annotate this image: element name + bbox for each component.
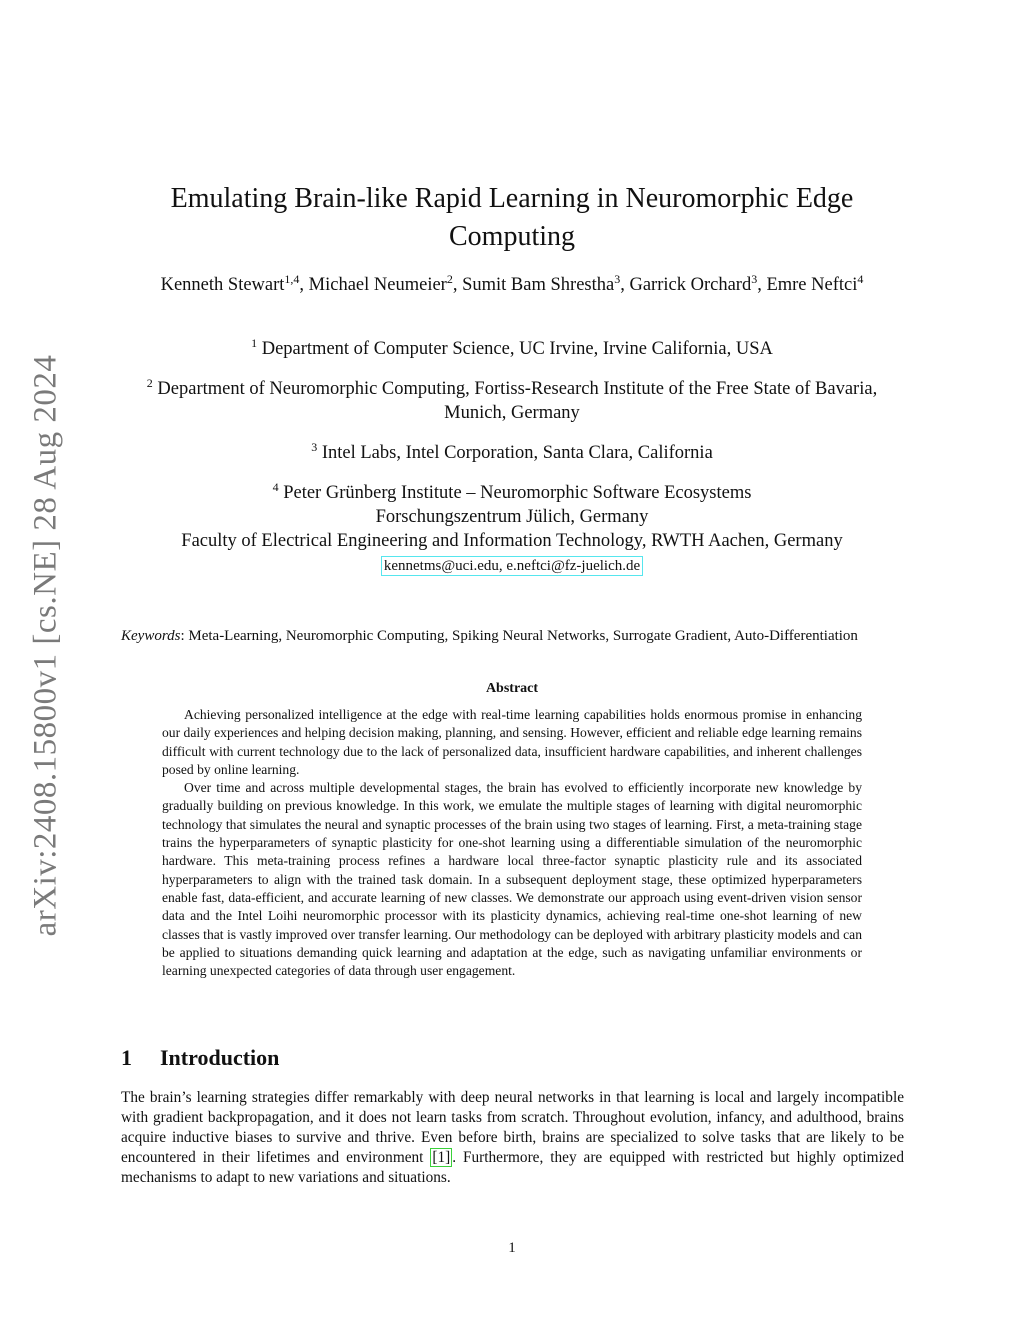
abstract-heading: Abstract xyxy=(485,681,539,696)
author: Michael Neumeier$^2$, xyxy=(308,271,463,295)
citation-link[interactable]: [1] xyxy=(432,1149,451,1166)
abstract-paragraph: Over time and across multiple developmental stages, the brain has evolved to efficiently incorporate new knowledge by gradually building on previous knowledge. In this work, we emulate the multiple stages of learning with digital neuromorphic technology that simulates the neural and synaptic processes of the brain using two stages of learning. First, a meta-training stage trains the hyperparameters of synaptic plasticity for one-shot learning using a differentiable simulation of the neuromorphic hardware. This meta-training process refines a hardware local three-factor synaptic plasticity rule and its associated hyperparameters to align with the trained task domain. In a subsequent deployment stage, these optimized hyperparameters enable fast, data-efficient, and accurate learning of new classes. We demonstrate our approach using event-driven vision sensor data and the Intel Loihi neuromorphic processor with its plasticity dynamics, achieving real-time one-shot learning of new classes that is vastly improved over transfer learning. Our methodology can be deployed with arbitrary plasticity models and can be applied to situations demanding quick learning and adaptation at the edge, such as navigating unfamiliar environments or learning unexpected categories of data through user engagement. xyxy=(162,780,862,979)
author: Garrick Orchard$^3$, xyxy=(629,271,767,295)
email-link[interactable]: kennetms@uci.edu, e.neftci@fz-juelich.de xyxy=(381,556,643,576)
arxiv-watermark xyxy=(22,345,70,945)
author: Emre Neftci$^4$ xyxy=(766,271,864,295)
author: Sumit Bam Shrestha$^3$, xyxy=(462,271,630,295)
affiliation-3: $^3$ Intel Labs, Intel Corporation, Santa Clara, California xyxy=(311,439,713,463)
abstract-body xyxy=(162,706,862,980)
affiliation-2: $^2$ Department of Neuromorphic Computing, Fortiss-Research Institute of the Free State of Bavaria, Munich, Germany xyxy=(146,375,878,423)
abstract-paragraph: Achieving personalized intelligence at the edge with real-time learning capabilities holds enormous promise in enhancing our daily experiences and helping decision making, planning, and sensing. However, efficient and reliable edge learning remains difficult with current technology due to the lack of personalized data, insufficient hardware capabilities, and inherent challenges posed by online learning. xyxy=(162,707,862,777)
section-heading-introduction: 1 Introduction xyxy=(121,1045,280,1070)
affiliation-1: $^1$ Department of Computer Science, UC Irvine, Irvine California, USA xyxy=(251,335,773,359)
introduction-paragraph: The brain’s learning strategies differ remarkably with deep neural networks in that learning is local and largely incompatible with gradient backpropagation, and it does not learn tasks from scratch. Throughout evolution, infancy, and adulthood, brains acquire inductive biases to survive and thrive. Even before birth, brains are specialized to solve tasks that are likely to be encountered in their lifetimes and environment [1] . Furthermore, they are equipped with restricted but highly optimized mechanisms to adapt to new variations and situations. xyxy=(121,1089,904,1186)
keywords-label: Keywords xyxy=(121,628,181,644)
author-list xyxy=(120,273,904,297)
affiliation-4: $^4$ Peter Grünberg Institute – Neuromorphic Software Ecosystems Forschungszentrum Jülich, Germany Faculty of Electrical Engineering and Information Technology, RWTH Aachen, Germany kennetms@uci.edu, e.neftci@fz-juelich.de xyxy=(181,479,843,574)
paper-title: Emulating Brain-like Rapid Learning in Neuromorphic Edge Computing xyxy=(170,183,854,252)
page-number: 1 xyxy=(508,1240,516,1256)
arxiv-id: arXiv:2408.15800v1 [cs.NE] 28 Aug 2024 xyxy=(27,354,64,936)
author: Kenneth Stewart$^{1,4}$, xyxy=(160,271,309,295)
keywords: Keywords: Meta-Learning, Neuromorphic Computing, Spiking Neural Networks, Surrogate Gradient, Auto-Differentiation xyxy=(121,628,858,644)
